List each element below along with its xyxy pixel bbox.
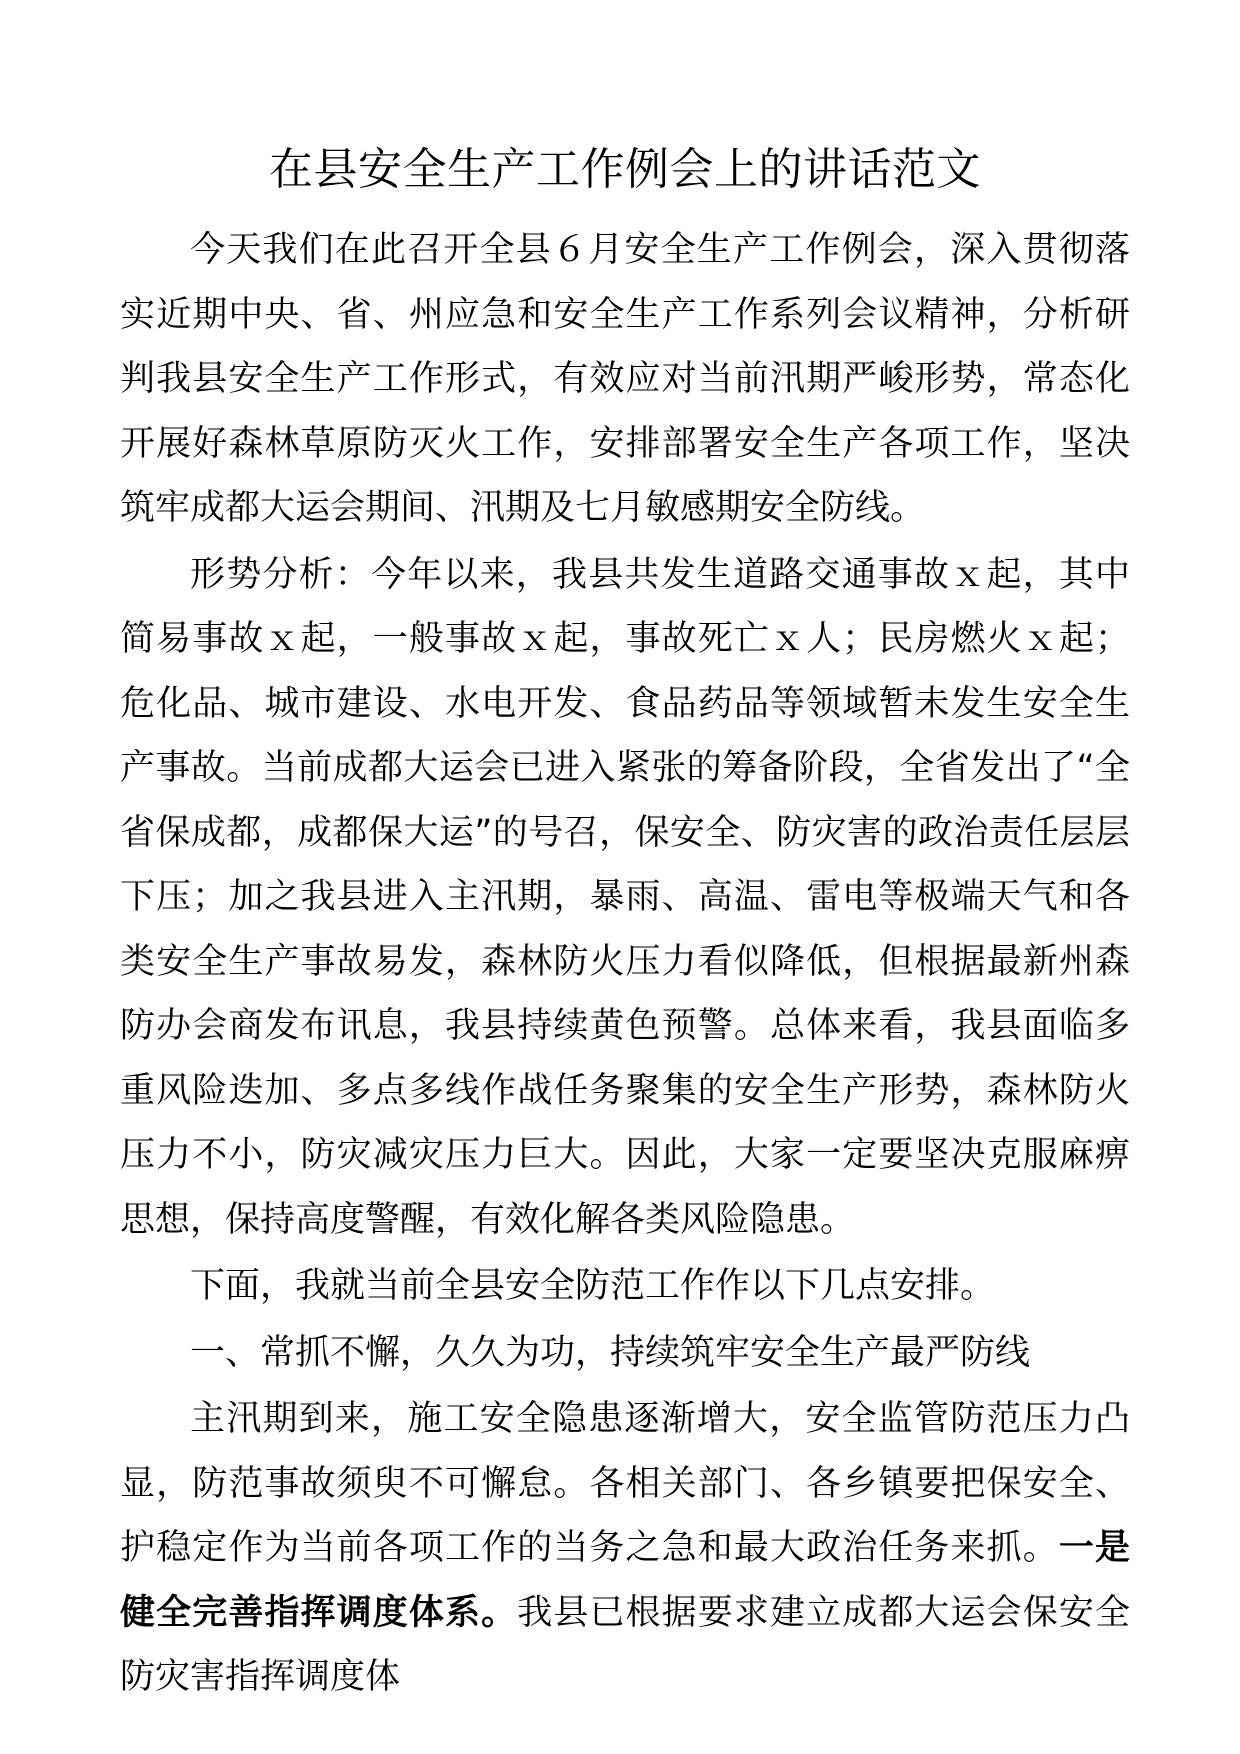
document-page: [120, 140, 1130, 1712]
section-heading-1: 一、常抓不懈，久久为功，持续筑牢安全生产最严防线: [190, 1332, 1031, 1373]
paragraph-section-1-text: 主汛期到来，施工安全隐患逐渐增大，安全监管防范压力凸显，防范事故须臾不可懈怠。各相关部门、各乡镇要把保安全、护稳定作为当前各项工作的当务之急和最大政治任务来抓。: [120, 1399, 1130, 1568]
document-title: 在县安全生产工作例会上的讲话范文: [269, 144, 981, 195]
paragraph-arrangements-intro: 下面，我就当前全县安全防范工作作以下几点安排。: [190, 1266, 996, 1306]
paragraph-opening: 今天我们在此召开全县６月安全生产工作例会，深入贯彻落实近期中央、省、州应急和安全生产工作系列会议精神，分析研判我县安全生产工作形式，有效应对当前汛期严峻形势，常态化开展好森林草原防灭火工作，安排部署安全生产各项工作，坚决筑牢成都大运会期间、汛期及七月敏感期安全防线。: [120, 230, 1130, 528]
paragraph-situation-analysis: 形势分析：今年以来，我县共发生道路交通事故ｘ起，其中简易事故ｘ起，一般事故ｘ起，事故死亡ｘ人；民房燃火ｘ起；危化品、城市建设、水电开发、食品药品等领域暂未发生安全生产事故。当前成都大运会已进入紧张的筹备阶段，全省发出了“全省保成都，成都保大运”的号召，保安全、防灾害的政治责任层层下压；加之我县进入主汛期，暴雨、高温、雷电等极端天气和各类安全生产事故易发，森林防火压力看似降低，但根据最新州森防办会商发布讯息，我县持续黄色预警。总体来看，我县面临多重风险迭加、多点多线作战任务聚集的安全生产形势，森林防火压力不小，防灾减灾压力巨大。因此，大家一定要坚决克服麻痹思想，保持高度警醒，有效化解各类风险隐患。: [120, 554, 1130, 1240]
paragraph-section-1-continuation: 我县已根据要求建立成都大运会保安全防灾害指挥调度体: [120, 1592, 1130, 1697]
paragraph-section-1-bold-point: 一是健全完善指挥调度体系。: [120, 1528, 1130, 1633]
paragraph-section-1: [120, 1387, 1130, 1710]
